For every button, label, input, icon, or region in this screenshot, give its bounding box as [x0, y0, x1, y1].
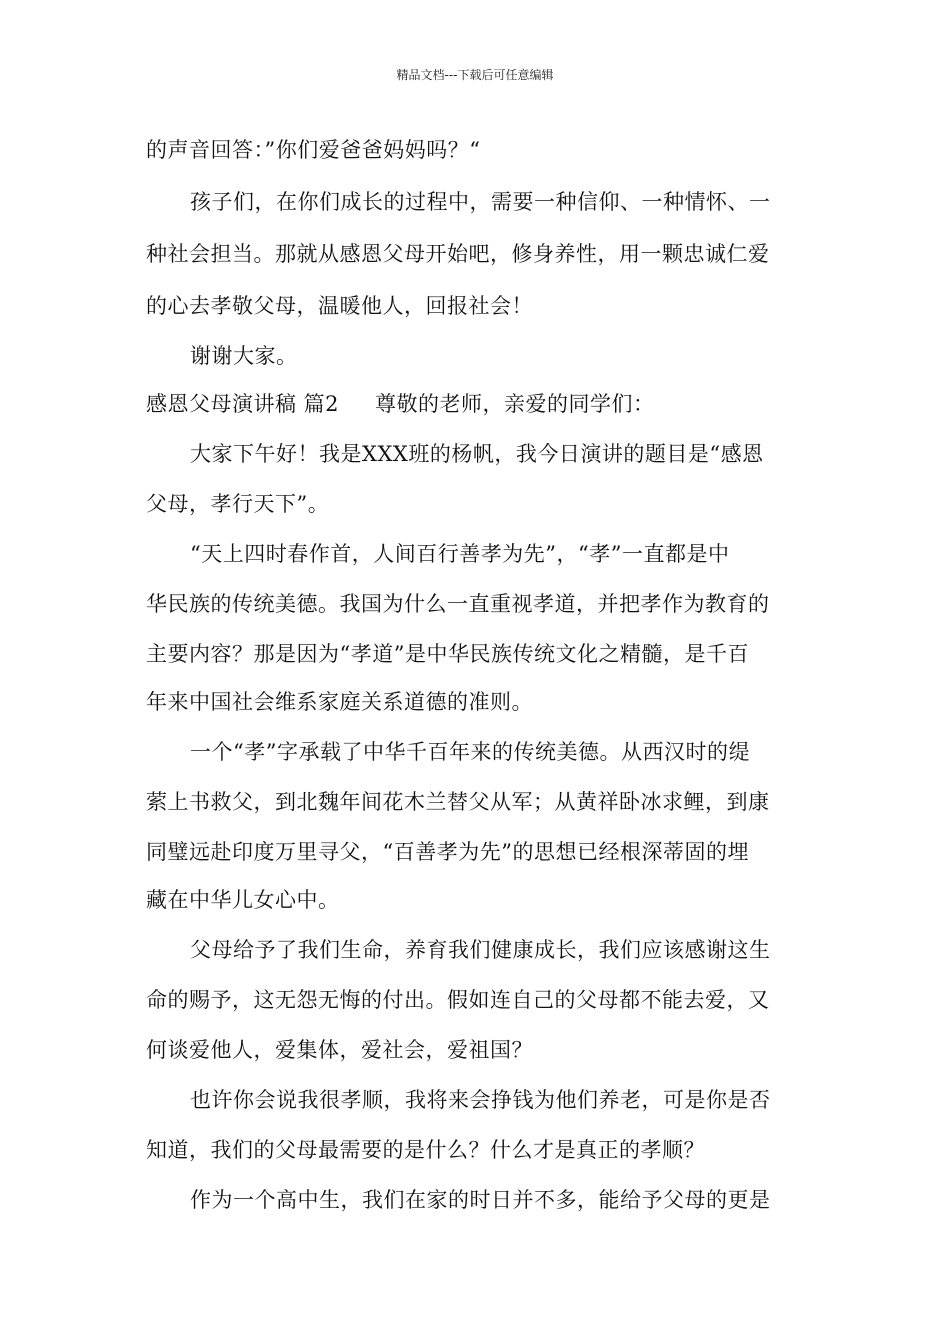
- text-line: 何谈爱他人，爱集体，爱社会，爱祖国？: [146, 1038, 533, 1062]
- text-line: 的声音回答：”你们爱爸爸妈妈吗？“: [146, 138, 481, 162]
- text-line: 种社会担当。那就从感恩父母开始吧，修身养性，用一颗忠诚仁爱: [146, 242, 770, 266]
- text-line: 父母，孝行天下”。: [146, 492, 330, 516]
- text-line: 大家下午好！我是XXX班的杨帆，我今日演讲的题目是“感恩: [190, 442, 764, 466]
- section-heading-line: [146, 388, 655, 418]
- text-line: 作为一个高中生，我们在家的时日并不多，能给予父母的更是: [190, 1188, 771, 1212]
- text-line: 谢谢大家。: [190, 344, 298, 368]
- text-line: 萦上书救父，到北魏年间花木兰替父从军；从黄祥卧冰求鲤，到康: [146, 790, 770, 814]
- text-line: 的心去孝敬父母，温暖他人，回报社会！: [146, 294, 533, 318]
- text-line: 同璧远赴印度万里寻父，“百善孝为先”的思想已经根深蒂固的埋: [146, 840, 749, 864]
- salutation: 尊敬的老师，亲爱的同学们：: [375, 392, 655, 416]
- text-line: 藏在中华儿女心中。: [146, 888, 340, 912]
- text-line: 一个“孝”字承载了中华千百年来的传统美德。从西汉时的缇: [190, 740, 750, 764]
- text-line: 知道，我们的父母最需要的是什么？什么才是真正的孝顺？: [146, 1138, 705, 1162]
- text-line: 命的赐予，这无怨无悔的付出。假如连自己的父母都不能去爱，又: [146, 988, 770, 1012]
- text-line: 年来中国社会维系家庭关系道德的准则。: [146, 690, 533, 714]
- page-header: 精品文档---下载后可任意编辑: [396, 68, 554, 82]
- text-line: 华民族的传统美德。我国为什么一直重视孝道，并把孝作为教育的: [146, 592, 770, 616]
- text-line: “天上四时春作首，人间百行善孝为先”，“孝”一直都是中: [190, 542, 730, 566]
- text-line: 孩子们，在你们成长的过程中，需要一种信仰、一种情怀、一: [190, 190, 771, 214]
- text-line: 主要内容？那是因为“孝道”是中华民族传统文化之精髓，是千百: [146, 642, 749, 666]
- text-line: 父母给予了我们生命，养育我们健康成长，我们应该感谢这生: [190, 938, 771, 962]
- text-line: 也许你会说我很孝顺，我将来会挣钱为他们养老，可是你是否: [190, 1088, 771, 1112]
- section-title: 感恩父母演讲稿 篇2: [146, 392, 340, 416]
